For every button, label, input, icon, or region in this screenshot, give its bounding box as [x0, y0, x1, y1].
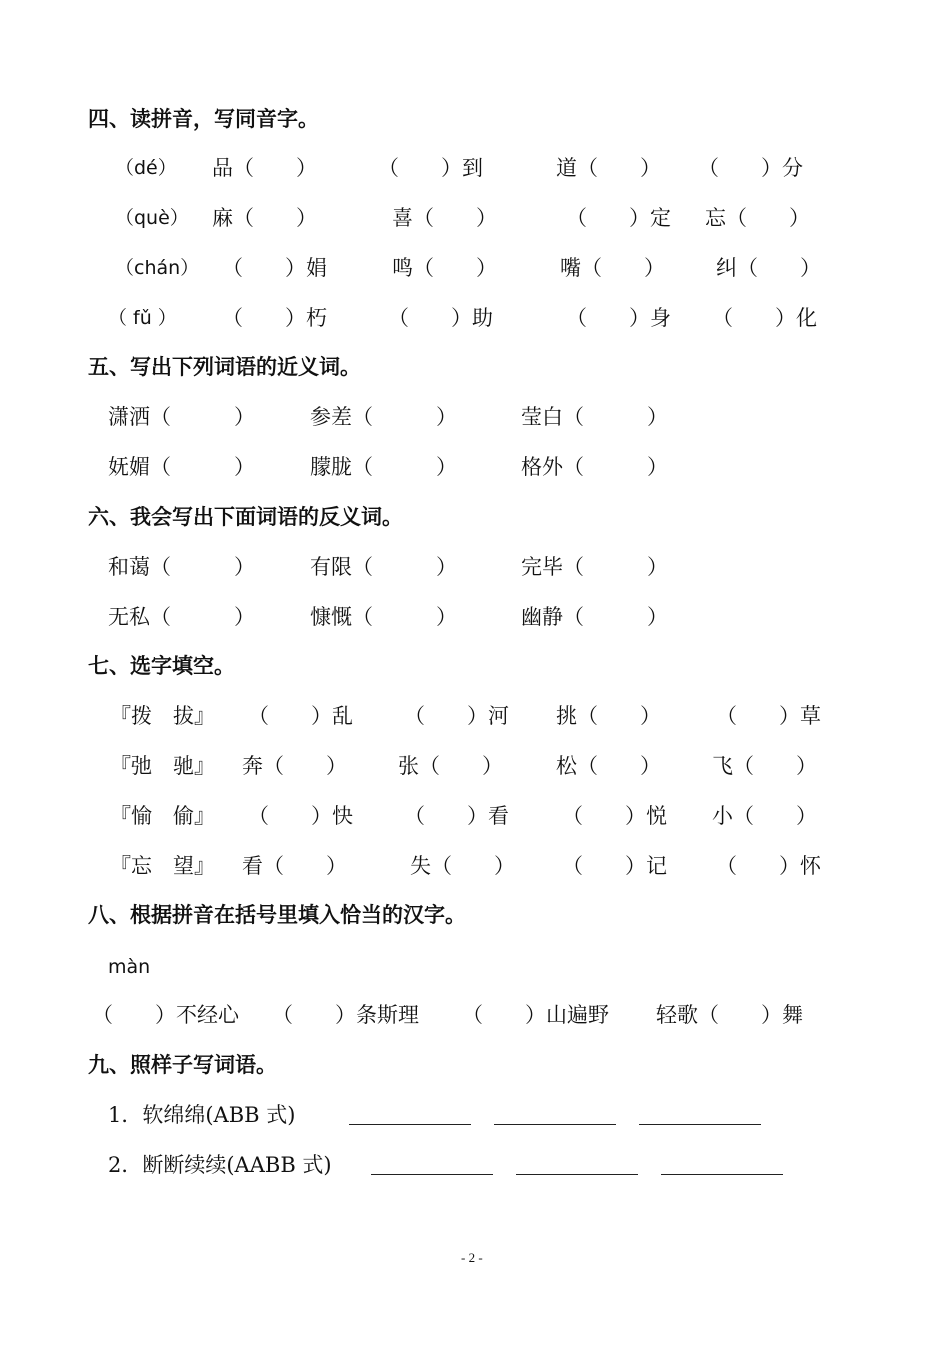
- answer-line[interactable]: [494, 1124, 616, 1125]
- fill-item[interactable]: 鸣（ ）: [392, 256, 497, 280]
- synonym-item[interactable]: 莹白（ ）: [521, 405, 668, 429]
- char-pair: 『忘 望』: [110, 854, 215, 878]
- fill-item[interactable]: （ ）看: [404, 804, 509, 828]
- char-pair: 『愉 偷』: [110, 804, 215, 828]
- char-pair: 『弛 驰』: [110, 754, 215, 778]
- fill-item[interactable]: （ ）化: [712, 306, 817, 330]
- synonym-item[interactable]: 妩媚（ ）: [108, 455, 255, 479]
- section-5-heading: 五、写出下列词语的近义词。: [88, 354, 361, 379]
- synonym-item[interactable]: 朦胧（ ）: [310, 455, 457, 479]
- section-8-heading: 八、根据拼音在括号里填入恰当的汉字。: [88, 902, 466, 927]
- fill-item[interactable]: （ ）不经心: [92, 1003, 239, 1027]
- synonym-item[interactable]: 参差（ ）: [310, 405, 457, 429]
- fill-item[interactable]: 喜（ ）: [392, 206, 497, 230]
- fill-item[interactable]: 失（ ）: [410, 854, 515, 878]
- section-7-heading: 七、选字填空。: [88, 653, 235, 678]
- fill-item[interactable]: （ ）身: [566, 306, 671, 330]
- synonym-item[interactable]: 潇洒（ ）: [108, 405, 255, 429]
- answer-line[interactable]: [516, 1174, 638, 1175]
- fill-item[interactable]: （ ）条斯理: [272, 1003, 419, 1027]
- antonym-item[interactable]: 和蔼（ ）: [108, 555, 255, 579]
- fill-item[interactable]: 张（ ）: [398, 754, 503, 778]
- pinyin-label: màn: [108, 956, 151, 978]
- fill-item[interactable]: （ ）分: [698, 156, 803, 180]
- antonym-item[interactable]: 有限（ ）: [310, 555, 457, 579]
- fill-item[interactable]: （ ）快: [248, 804, 353, 828]
- fill-item[interactable]: （ ）怀: [716, 854, 821, 878]
- fill-item[interactable]: 麻（ ）: [212, 206, 317, 230]
- page-number: - 2 -: [461, 1250, 483, 1265]
- antonym-item[interactable]: 无私（ ）: [108, 605, 255, 629]
- fill-item[interactable]: （ ）娟: [222, 256, 327, 280]
- fill-item[interactable]: 奔（ ）: [242, 754, 347, 778]
- fill-item[interactable]: 品（ ）: [212, 156, 317, 180]
- example-item: 2．断断续续(AABB 式): [108, 1153, 332, 1177]
- antonym-item[interactable]: 慷慨（ ）: [310, 605, 457, 629]
- answer-line[interactable]: [349, 1124, 471, 1125]
- fill-item[interactable]: （ ）助: [388, 306, 493, 330]
- fill-item[interactable]: （ ）草: [716, 704, 821, 728]
- answer-line[interactable]: [639, 1124, 761, 1125]
- synonym-item[interactable]: 格外（ ）: [521, 455, 668, 479]
- fill-item[interactable]: 道（ ）: [556, 156, 661, 180]
- fill-item[interactable]: （ ）悦: [562, 804, 667, 828]
- fill-item[interactable]: 忘（ ）: [705, 206, 810, 230]
- example-item: 1．软绵绵(ABB 式): [108, 1103, 296, 1127]
- antonym-item[interactable]: 幽静（ ）: [521, 605, 668, 629]
- section-6-heading: 六、我会写出下面词语的反义词。: [88, 504, 403, 529]
- fill-item[interactable]: （ ）河: [404, 704, 509, 728]
- fill-item[interactable]: （ ）到: [378, 156, 483, 180]
- answer-line[interactable]: [371, 1174, 493, 1175]
- fill-item[interactable]: 轻歌（ ）舞: [656, 1003, 803, 1027]
- fill-item[interactable]: 纠（ ）: [716, 256, 821, 280]
- char-pair: 『拨 拔』: [110, 704, 215, 728]
- antonym-item[interactable]: 完毕（ ）: [521, 555, 668, 579]
- fill-item[interactable]: （ ）定: [566, 206, 671, 230]
- pinyin-label: （ fǔ ）: [108, 307, 177, 329]
- fill-item[interactable]: 松（ ）: [556, 754, 661, 778]
- fill-item[interactable]: 看（ ）: [242, 854, 347, 878]
- section-4-heading: 四、读拼音，写同音字。: [88, 106, 319, 131]
- pinyin-label: （chán）: [115, 257, 200, 279]
- pinyin-label: （què）: [115, 207, 189, 229]
- fill-item[interactable]: 小（ ）: [712, 804, 817, 828]
- fill-item[interactable]: （ ）记: [562, 854, 667, 878]
- fill-item[interactable]: （ ）朽: [222, 306, 327, 330]
- answer-line[interactable]: [661, 1174, 783, 1175]
- fill-item[interactable]: （ ）山遍野: [462, 1003, 609, 1027]
- fill-item[interactable]: 飞（ ）: [712, 754, 817, 778]
- fill-item[interactable]: （ ）乱: [248, 704, 353, 728]
- fill-item[interactable]: 挑（ ）: [556, 704, 661, 728]
- fill-item[interactable]: 嘴（ ）: [560, 256, 665, 280]
- section-9-heading: 九、照样子写词语。: [88, 1052, 277, 1077]
- pinyin-label: （dé）: [115, 157, 177, 179]
